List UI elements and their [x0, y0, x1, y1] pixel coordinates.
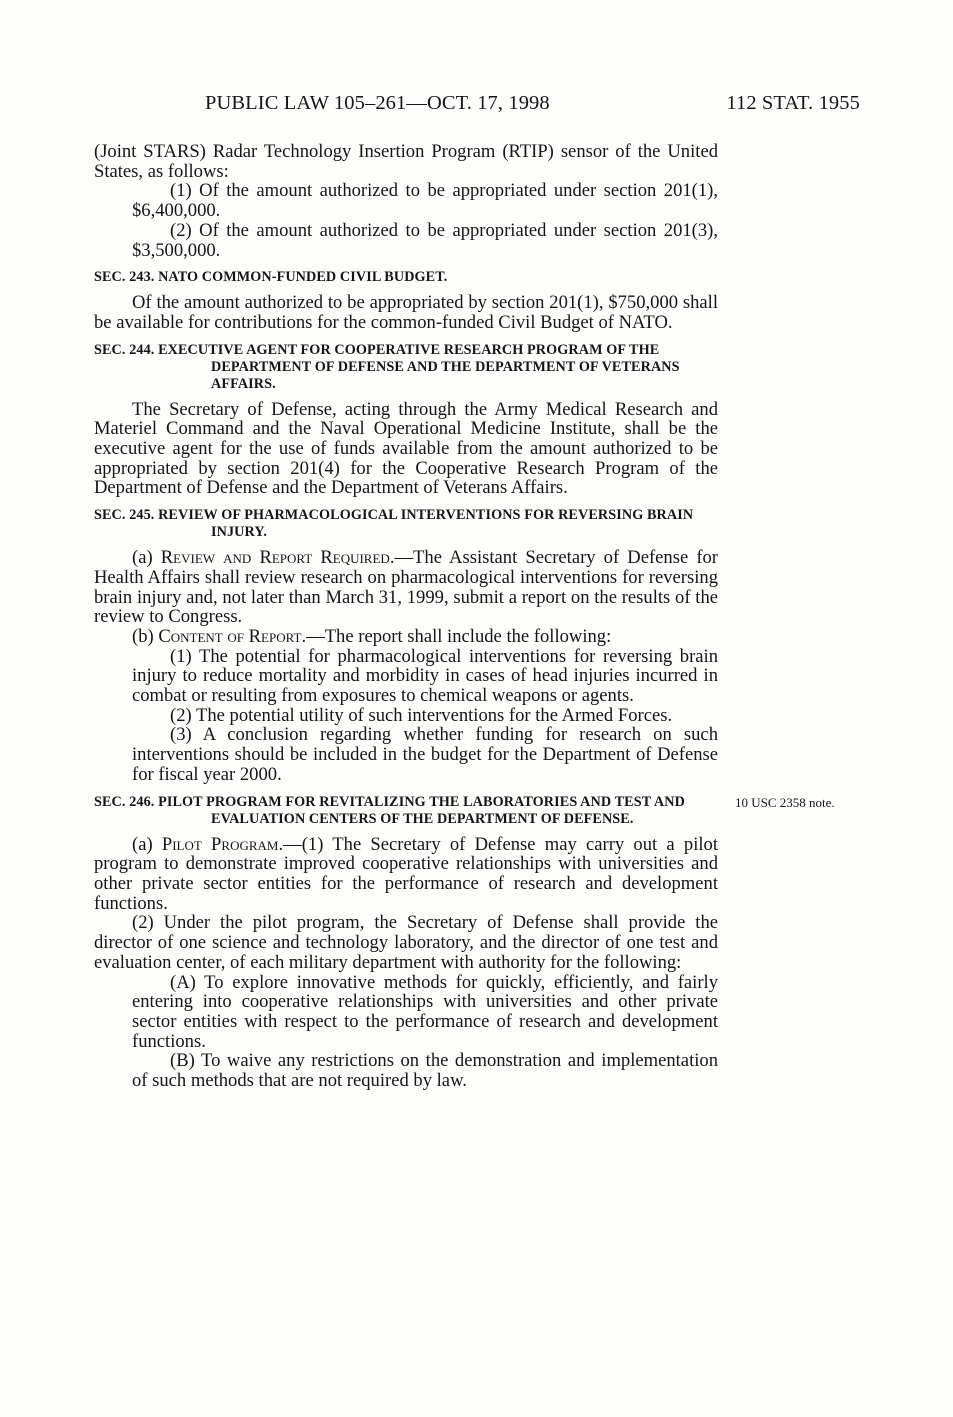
sec-245-a-heading: Review and Report Required [160, 547, 390, 569]
sec-244-heading [94, 342, 718, 393]
page-header [205, 92, 860, 122]
sec-246-item-b: (B) To waive any restrictions on the demonstration and implementation of such methods that are not required by law. [132, 1050, 718, 1092]
sec-244-text: The Secretary of Defense, acting through the Army Medical Research and Materiel Command and the Naval Operational Medicine Institute, shall be the executive agent for the use of funds available from the amount authorized to be appropriated by section 201(4) for the Cooperative Research Program of the Department of Defense and the Department of Veterans Affairs. [94, 398, 718, 499]
intro-item-1: (1) Of the amount authorized to be appropriated under section 201(1), $6,400,000. [132, 180, 718, 222]
sec-245-number: SEC. 245. [94, 507, 155, 524]
header-law-citation: PUBLIC LAW 105–261—OCT. 17, 1998 [205, 92, 550, 114]
sec-246-paragraph-2: (2) Under the pilot program, the Secretary of Defense shall provide the director of one science and technology laboratory, and the director of one test and evaluation center, of each military department with authority for the following: [94, 912, 718, 973]
sec-245-subsection-a [94, 548, 718, 627]
margin-note-usc: 10 USC 2358 note. [735, 794, 835, 810]
header-stat-page: 112 STAT. 1955 [726, 92, 860, 114]
sec-244-number: SEC. 244. [94, 341, 155, 358]
sec-246-title: PILOT PROGRAM FOR REVITALIZING THE LABORATORIES AND TEST AND EVALUATION CENTERS OF THE DEPARTMENT OF DEFENSE. [158, 793, 685, 827]
sec-245-subsection-b [94, 627, 718, 647]
sec-245-b-text: .—The report shall include the following: [301, 625, 612, 647]
sec-245-heading [94, 507, 718, 541]
document-body [94, 142, 718, 1091]
sec-245-item-2: (2) The potential utility of such interventions for the Armed Forces. [170, 704, 673, 726]
sec-243-heading: SEC. 243. NATO COMMON-FUNDED CIVIL BUDGET. [94, 269, 448, 286]
sec-244-title: EXECUTIVE AGENT FOR COOPERATIVE RESEARCH PROGRAM OF THE DEPARTMENT OF DEFENSE AND THE DEPARTMENT OF VETERANS AFFAIRS. [158, 341, 680, 392]
sec-246-number: SEC. 246. [94, 793, 155, 810]
sec-245-item-3: (3) A conclusion regarding whether funding for research on such interventions should be included in the budget for the Department of Defense for fiscal year 2000. [132, 724, 718, 785]
sec-245-title: REVIEW OF PHARMACOLOGICAL INTERVENTIONS FOR REVERSING BRAIN INJURY. [158, 507, 694, 541]
sec-243-text: Of the amount authorized to be appropriated by section 201(1), $750,000 shall be available for contributions for the common-funded Civil Budget of NATO. [94, 292, 718, 333]
sec-245-a-text: .—The Assistant Secretary of Defense for Health Affairs shall review research on pharmacological interventions for reversing brain injury and, not later than March 31, 1999, submit a report on the results of the review to Congress. [94, 547, 719, 628]
sec-246-item-a: (A) To explore innovative methods for quickly, efficiently, and fairly entering into cooperative relationships with universities and other private sector entities with respect to the performance of research and development functions. [132, 971, 718, 1052]
sec-245-item-1: (1) The potential for pharmacological interventions for reversing brain injury to reduce mortality and morbidity in cases of head injuries incurred in combat or resulting from exposures to chemical weapons or agents. [132, 645, 718, 707]
sec-246-heading [94, 794, 718, 828]
sec-246-a-heading: Pilot Program [161, 833, 279, 855]
sec-245-b-heading: Content of Report [158, 625, 302, 647]
intro-item-2: (2) Of the amount authorized to be appropriated under section 201(3), $3,500,000. [132, 219, 718, 261]
sec-246-a-text: .—(1) The Secretary of Defense may carry out a pilot program to demonstrate improved cooperative relationships with universities and other private sector entities for the performance of research and development functions. [94, 833, 718, 914]
sec-246-subsection-a [94, 835, 718, 914]
intro-paragraph: (Joint STARS) Radar Technology Insertion Program (RTIP) sensor of the United States, as follows: [94, 141, 718, 182]
sec-245-b-label: (b) [132, 625, 159, 647]
sec-245-a-label: (a) [132, 547, 161, 569]
sec-246-a-label: (a) [132, 833, 162, 855]
